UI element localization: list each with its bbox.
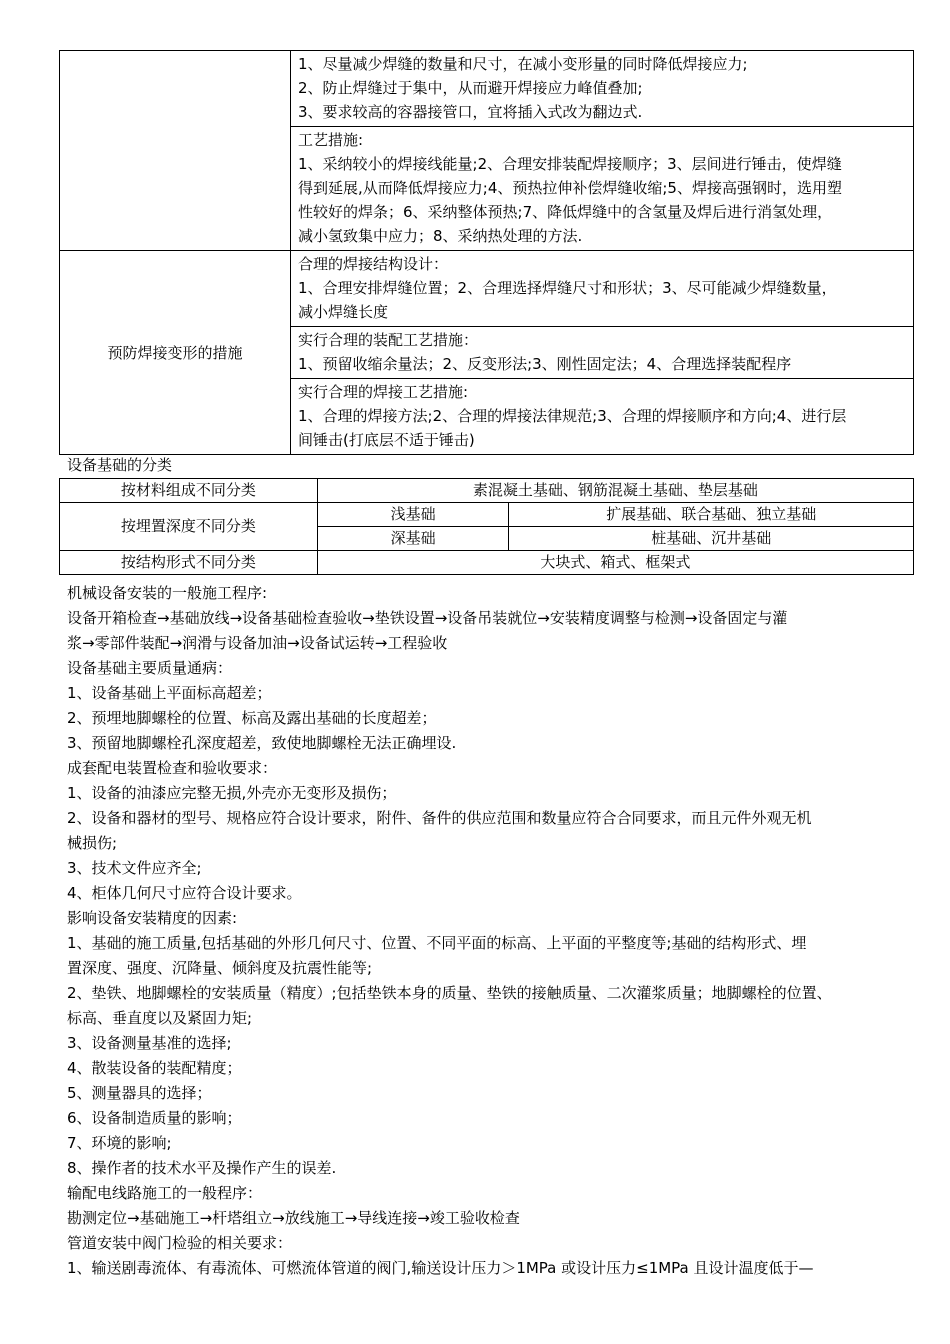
cell-line: 得到延展,从而降低焊接应力;4、预热拉伸补偿焊缝收缩;5、焊接高强钢时，选用塑 [298,179,842,197]
body-line: 置深度、强度、沉降量、倾斜度及抗震性能等; [67,959,373,977]
cell-line: 1、尽量减少焊缝的数量和尺寸，在减小变形量的同时降低焊接应力; [298,55,748,73]
body-line: 1、设备的油漆应完整无损,外壳亦无变形及损伤； [67,784,397,802]
body-line: 标高、垂直度以及紧固力矩; [67,1009,253,1027]
body-line: 4、柜体几何尺寸应符合设计要求。 [67,884,302,902]
table-cell [291,327,914,379]
body-line: 8、操作者的技术水平及操作产生的误差. [67,1159,337,1177]
body-line: 3、技术文件应齐全; [67,859,202,877]
cell-line: 减小焊缝长度 [298,303,389,321]
body-line: 设备开箱检查→基础放线→设备基础检查验收→垫铁设置→设备吊装就位→安装精度调整与检测→设备固定与灌 [67,609,788,627]
table-cell [291,379,914,455]
table-row [60,51,914,127]
body-line: 4、散装设备的装配精度； [67,1059,242,1077]
body-line: 成套配电装置检查和验收要求： [67,759,278,777]
body-line: 3、设备测量基准的选择; [67,1034,232,1052]
cell-line: 工艺措施: [298,131,364,149]
table-cell: 素混凝土基础、钢筋混凝土基础、垫层基础 [317,479,913,503]
body-line: 勘测定位→基础施工→杆塔组立→放线施工→导线连接→竣工验收检查 [67,1209,520,1227]
welding-measures-table [59,50,914,455]
cell-line: 2、防止焊缝过于集中，从而避开焊接应力峰值叠加; [298,79,643,97]
cell-line: 3、要求较高的容器接管口，宜将插入式改为翻边式. [298,103,643,121]
table-row [60,479,914,503]
cell-line: 实行合理的装配工艺措施： [298,331,479,349]
table-cell: 深基础 [317,527,509,551]
table-cell: 大块式、箱式、框架式 [317,551,913,575]
body-line: 浆→零部件装配→润滑与设备加油→设备试运转→工程验收 [67,634,448,652]
table-cell: 桩基础、沉井基础 [509,527,914,551]
table-row [60,251,914,327]
foundation-classification-table [59,478,914,575]
table-cell [291,51,914,127]
cell-line: 1、采纳较小的焊接线能量;2、合理安排装配焊接顺序；3、层间进行锤击，使焊缝 [298,155,842,173]
body-line: 1、输送剧毒流体、有毒流体、可燃流体管道的阀门,输送设计压力＞1MPa 或设计压力≤1MPa 且设计温度低于— [67,1259,814,1277]
body-line: 影响设备安装精度的因素: [67,909,238,927]
body-line: 2、垫铁、地脚螺栓的安装质量（精度）;包括垫铁本身的质量、垫铁的接触质量、二次灌浆质量；地脚螺栓的位置、 [67,984,832,1002]
table-row [60,551,914,575]
body-line: 5、测量器具的选择； [67,1084,212,1102]
table-row [60,503,914,527]
body-line: 2、预埋地脚螺栓的位置、标高及露出基础的长度超差； [67,709,437,727]
cell-line: 间锤击(打底层不适于锤击) [298,431,475,449]
cell-line: 实行合理的焊接工艺措施: [298,383,469,401]
body-line: 机械设备安装的一般施工程序: [67,584,268,602]
body-line: 7、环境的影响; [67,1134,172,1152]
body-line: 管道安装中阀门检验的相关要求： [67,1234,293,1252]
table-cell [291,127,914,251]
table-cell: 扩展基础、联合基础、独立基础 [509,503,914,527]
row-label: 按埋置深度不同分类 [60,503,318,551]
cell-line: 1、合理的焊接方法;2、合理的焊接法律规范;3、合理的焊接顺序和方向;4、进行层 [298,407,847,425]
body-line: 1、基础的施工质量,包括基础的外形几何尺寸、位置、不同平面的标高、上平面的平整度等;基础的结构形式、埋 [67,934,807,952]
body-line: 6、设备制造质量的影响； [67,1109,242,1127]
body-line: 3、预留地脚螺栓孔深度超差，致使地脚螺栓无法正确埋设. [67,734,457,752]
row-label: 按材料组成不同分类 [60,479,318,503]
cell-line: 减小氢致集中应力；8、采纳热处理的方法. [298,227,583,245]
row-label: 按结构形式不同分类 [60,551,318,575]
cell-line: 1、合理安排焊缝位置；2、合理选择焊缝尺寸和形状；3、尽可能减少焊缝数量， [298,279,837,297]
row-label [60,51,291,251]
table-cell [291,251,914,327]
cell-line: 1、预留收缩余量法；2、反变形法;3、刚性固定法；4、合理选择装配程序 [298,355,792,373]
body-line: 2、设备和器材的型号、规格应符合设计要求，附件、备件的供应范围和数量应符合合同要求，而且元件外观无机 [67,809,812,827]
body-line: 输配电线路施工的一般程序： [67,1184,263,1202]
row-label: 预防焊接变形的措施 [60,251,291,455]
cell-line: 性较好的焊条；6、采纳整体预热;7、降低焊缝中的含氢量及焊后进行消氢处理， [298,203,833,221]
body-line: 1、设备基础上平面标高超差； [67,684,272,702]
cell-line: 合理的焊接结构设计： [298,255,449,273]
body-line: 设备基础主要质量通病： [67,659,233,677]
section-title: 设备基础的分类 [67,456,173,474]
table-cell: 浅基础 [317,503,509,527]
body-line: 械损伤; [67,834,118,852]
